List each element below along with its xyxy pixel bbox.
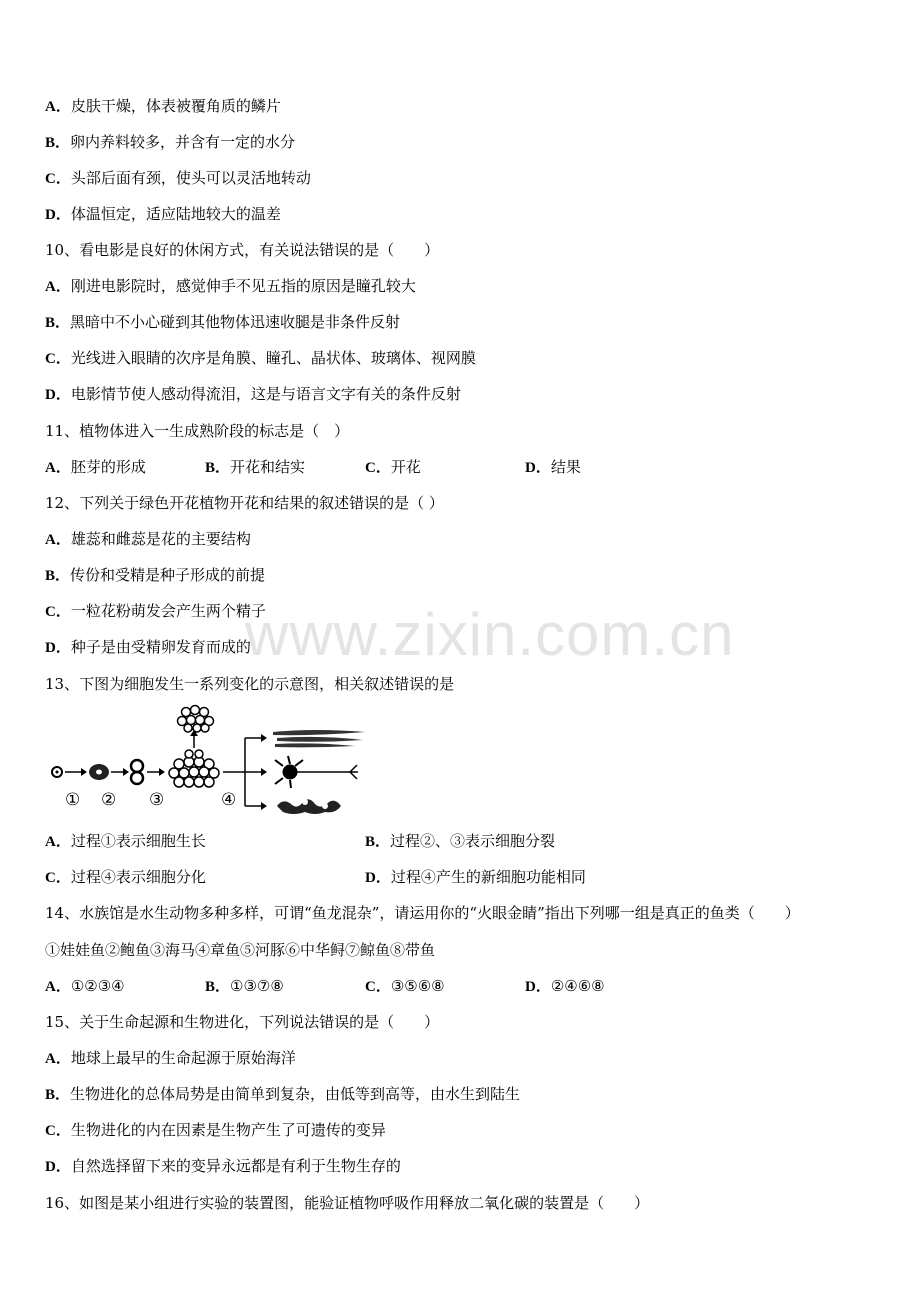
q14-options-row (45, 976, 745, 996)
q11-options-row (45, 457, 745, 477)
q9-option-b: B．卵内养料较多，并含有一定的水分 (45, 133, 296, 151)
q14-option-c: C．③⑤⑥⑧ (365, 977, 445, 995)
diagram-label-4: ④ (221, 790, 237, 810)
nerve-cell (275, 756, 358, 788)
q10-option-a: A．刚进电影院时，感觉伸手不见五指的原因是瞳孔较大 (45, 277, 416, 295)
q10-option-d: D．电影情节使人感动得流泪，这是与语言文字有关的条件反射 (45, 385, 461, 403)
q15-option-a: A．地球上最早的生命起源于原始海洋 (45, 1049, 296, 1067)
q9-option-a: A．皮肤干燥，体表被覆角质的鳞片 (45, 97, 281, 115)
diagram-label-1: ① (65, 790, 81, 810)
q11-option-d: D．结果 (525, 458, 581, 476)
arrow-2-head (123, 768, 129, 776)
arrow-1-head (81, 768, 87, 776)
branch-arrow-head-mid (261, 768, 267, 776)
q11-stem: 11、植物体进入一生成熟阶段的标志是（ ） (45, 422, 350, 440)
q14-stem: 14、水族馆是水生动物多种多样，可谓“鱼龙混杂”，请运用你的“火眼金睛”指出下列哪一组是真正的鱼类（ ） (45, 904, 800, 922)
q14-option-a: A．①②③④ (45, 977, 125, 995)
q10-stem: 10、看电影是良好的休闲方式，有关说法错误的是（ ） (45, 241, 440, 259)
cell-mass (169, 750, 219, 787)
dividing-cells (131, 760, 143, 784)
q15-option-c: C．生物进化的内在因素是生物产生了可遗传的变异 (45, 1121, 386, 1139)
q13-option-b: B．过程②、③表示细胞分裂 (365, 832, 556, 850)
q14-option-b: B．①③⑦⑧ (205, 977, 284, 995)
top-cell-cluster (178, 706, 214, 733)
q13-option-d: D．过程④产生的新细胞功能相同 (365, 868, 586, 886)
single-cell (52, 767, 62, 777)
q11-option-b: B．开花和结实 (205, 458, 306, 476)
q13-options-row-1 (45, 831, 745, 851)
branch-arrow-head-top (261, 734, 267, 742)
watermark: www.zixin.com.cn (245, 601, 735, 668)
q12-option-d: D．种子是由受精卵发育而成的 (45, 638, 251, 656)
q13-option-a: A．过程①表示细胞生长 (45, 832, 206, 850)
q10-option-c: C．光线进入眼睛的次序是角膜、瞳孔、晶状体、玻璃体、视网膜 (45, 349, 476, 367)
q15-option-d: D．自然选择留下来的变异永远都是有利于生物生存的 (45, 1157, 401, 1175)
q12-option-c: C．一粒花粉萌发会产生两个精子 (45, 602, 266, 620)
grown-cell (89, 764, 109, 780)
q16-stem: 16、如图是某小组进行实验的装置图，能验证植物呼吸作用释放二氧化碳的装置是（ ） (45, 1194, 650, 1212)
q12-stem: 12、下列关于绿色开花植物开花和结果的叙述错误的是（ ） (45, 494, 444, 512)
q13-options-row-2 (45, 867, 745, 887)
q9-option-d: D．体温恒定，适应陆地较大的温差 (45, 205, 281, 223)
q11-option-a: A．胚芽的形成 (45, 458, 146, 476)
q12-option-b: B．传份和受精是种子形成的前提 (45, 566, 266, 584)
diagram-label-2: ② (101, 790, 117, 810)
q15-option-b: B．生物进化的总体局势是由简单到复杂，由低等到高等，由水生到陆生 (45, 1085, 521, 1103)
q15-stem: 15、关于生命起源和生物进化，下列说法错误的是（ ） (45, 1013, 440, 1031)
q9-option-c: C．头部后面有颈，使头可以灵活地转动 (45, 169, 311, 187)
q13-stem: 13、下图为细胞发生一系列变化的示意图，相关叙述错误的是 (45, 675, 455, 693)
q10-option-b: B．黑暗中不小心碰到其他物体迅速收腿是非条件反射 (45, 313, 401, 331)
diagram-label-3: ③ (149, 790, 165, 810)
q13-option-c: C．过程④表示细胞分化 (45, 868, 206, 886)
muscle-tissue (273, 730, 365, 747)
q14-list: ①娃娃鱼②鲍鱼③海马④章鱼⑤河豚⑥中华鲟⑦鲸鱼⑧带鱼 (45, 941, 436, 959)
epithelial-tissue (277, 799, 341, 814)
arrow-3-head (159, 768, 165, 776)
q12-option-a: A．雄蕊和雌蕊是花的主要结构 (45, 530, 251, 548)
branch-arrow-head-bottom (261, 802, 267, 810)
q11-option-c: C．开花 (365, 458, 421, 476)
cell-change-diagram (45, 702, 375, 822)
q14-option-d: D．②④⑥⑧ (525, 977, 605, 995)
